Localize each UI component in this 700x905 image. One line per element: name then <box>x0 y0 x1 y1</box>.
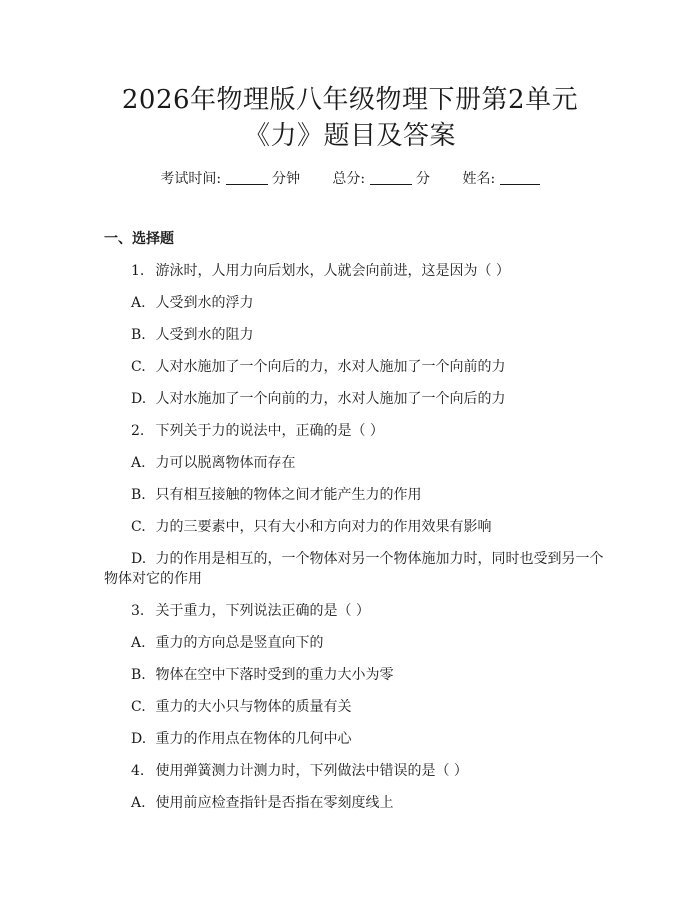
time-unit: 分钟 <box>271 171 300 187</box>
option-1d: D. 人对水施加了一个向前的力，水对人施加了一个向后的力 <box>131 391 506 407</box>
section-heading: 一、选择题 <box>104 231 174 247</box>
option-2c: C. 力的三要素中，只有大小和方向对力的作用效果有影响 <box>131 519 492 535</box>
score-unit: 分 <box>416 171 431 187</box>
question-3: 3. 关于重力，下列说法正确的是（ ） <box>131 603 370 619</box>
option-2a: A. 力可以脱离物体而存在 <box>131 455 296 471</box>
name-label: 姓名: <box>462 171 496 187</box>
option-2d-continued: 物体对它的作用 <box>104 571 202 587</box>
name-blank <box>500 170 540 185</box>
option-2b: B. 只有相互接触的物体之间才能产生力的作用 <box>131 487 422 503</box>
document-title-line-1: 2026年物理版八年级物理下册第2单元 <box>121 85 579 115</box>
question-4: 4. 使用弹簧测力计测力时，下列做法中错误的是（ ） <box>131 763 468 779</box>
exam-score <box>332 169 430 189</box>
score-blank <box>370 170 412 185</box>
question-1: 1. 游泳时，人用力向后划水，人就会向前进，这是因为（ ） <box>131 263 510 279</box>
score-label: 总分: <box>332 171 366 187</box>
document-title-line-2: 《力》题目及答案 <box>243 121 456 151</box>
option-1a: A. 人受到水的浮力 <box>131 295 254 311</box>
option-3a: A. 重力的方向总是竖直向下的 <box>131 635 324 651</box>
time-label: 考试时间: <box>160 171 222 187</box>
option-4a: A. 使用前应检查指针是否指在零刻度线上 <box>131 795 394 811</box>
time-blank <box>226 170 268 185</box>
option-1c: C. 人对水施加了一个向后的力，水对人施加了一个向前的力 <box>131 359 506 375</box>
exam-info <box>0 169 700 189</box>
option-2d: D. 力的作用是相互的，一个物体对另一个物体施加力时，同时也受到另一个 <box>131 551 604 567</box>
student-name <box>462 169 539 189</box>
question-2: 2. 下列关于力的说法中，正确的是（ ） <box>131 423 384 439</box>
option-3b: B. 物体在空中下落时受到的重力大小为零 <box>131 667 394 683</box>
exam-time <box>160 169 300 189</box>
option-1b: B. 人受到水的阻力 <box>131 327 254 343</box>
option-3c: C. 重力的大小只与物体的质量有关 <box>131 699 352 715</box>
option-3d: D. 重力的作用点在物体的几何中心 <box>131 731 352 747</box>
